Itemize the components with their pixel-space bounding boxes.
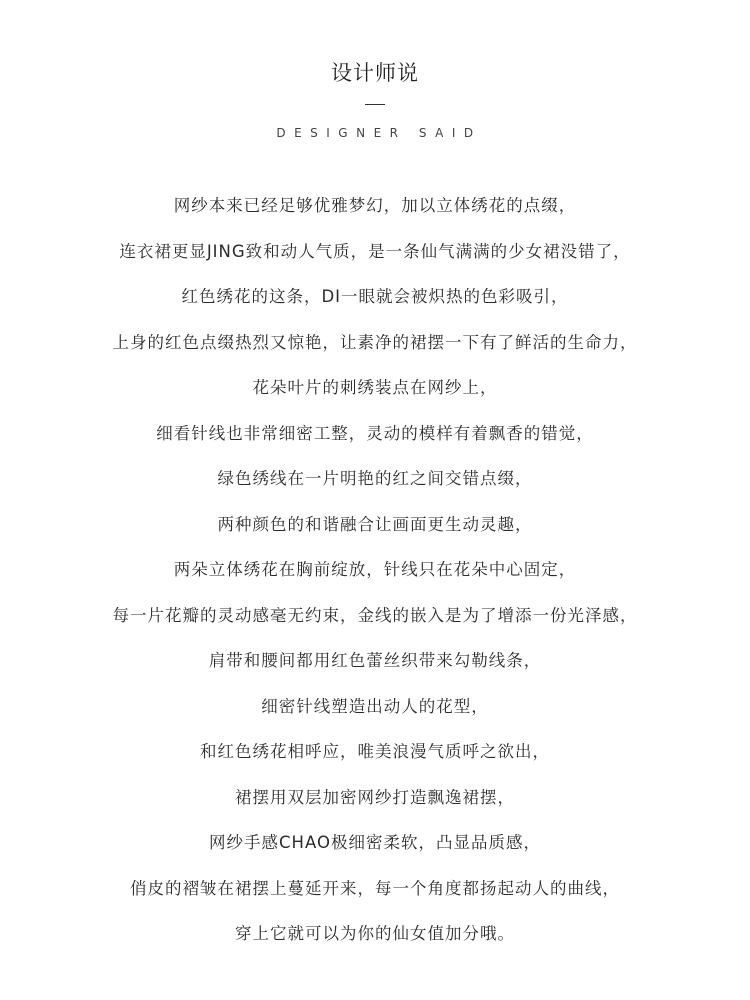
text-line: 俏皮的褶皱在裙摆上蔓延开来，每一个角度都扬起动人的曲线， [130, 878, 620, 898]
text-line: 绿色绣线在一片明艳的红之间交错点缀， [217, 469, 533, 488]
page-title: 设计师说 [331, 61, 419, 85]
text-line: 裙摆用双层加密网纱打造飘逸裙摆， [235, 787, 515, 807]
text-line: 红色绣花的这条，DI一眼就会被炽热的色彩吸引， [181, 287, 569, 306]
text-line: 网纱手感CHAO极细密柔软，凸显品质感， [209, 833, 541, 852]
text-line: 每一片花瓣的灵动感毫无约束，金线的嵌入是为了增添一份光泽感， [112, 605, 638, 625]
text-line: 连衣裙更显JING致和动人气质，是一条仙气满满的少女裙没错了， [119, 241, 631, 261]
title-divider [365, 104, 385, 105]
text-line: 细密针线塑造出动人的花型， [261, 696, 489, 716]
section-header [0, 58, 750, 141]
text-line: 和红色绣花相呼应，唯美浪漫气质呼之欲出， [200, 742, 550, 761]
text-line: 两朵立体绣花在胸前绽放，针线只在花朵中心固定， [173, 560, 577, 579]
text-line: 细看针线也非常细密工整，灵动的模样有着飘香的错觉， [156, 423, 594, 443]
description-text [0, 188, 750, 962]
text-line: 网纱本来已经足够优雅梦幻，加以立体绣花的点缀， [173, 196, 577, 215]
text-line: 穿上它就可以为你的仙女值加分哦。 [235, 924, 515, 943]
text-line: 花朵叶片的刺绣装点在网纱上， [252, 378, 498, 397]
text-line: 两种颜色的和谐融合让画面更生动灵趣， [217, 514, 533, 534]
text-line: 上身的红色点缀热烈又惊艳，让素净的裙摆一下有了鲜活的生命力， [112, 332, 638, 352]
text-line: 肩带和腰间都用红色蕾丝织带来勾勒线条， [208, 651, 542, 670]
page-subtitle: DESIGNER SAID [276, 126, 482, 140]
